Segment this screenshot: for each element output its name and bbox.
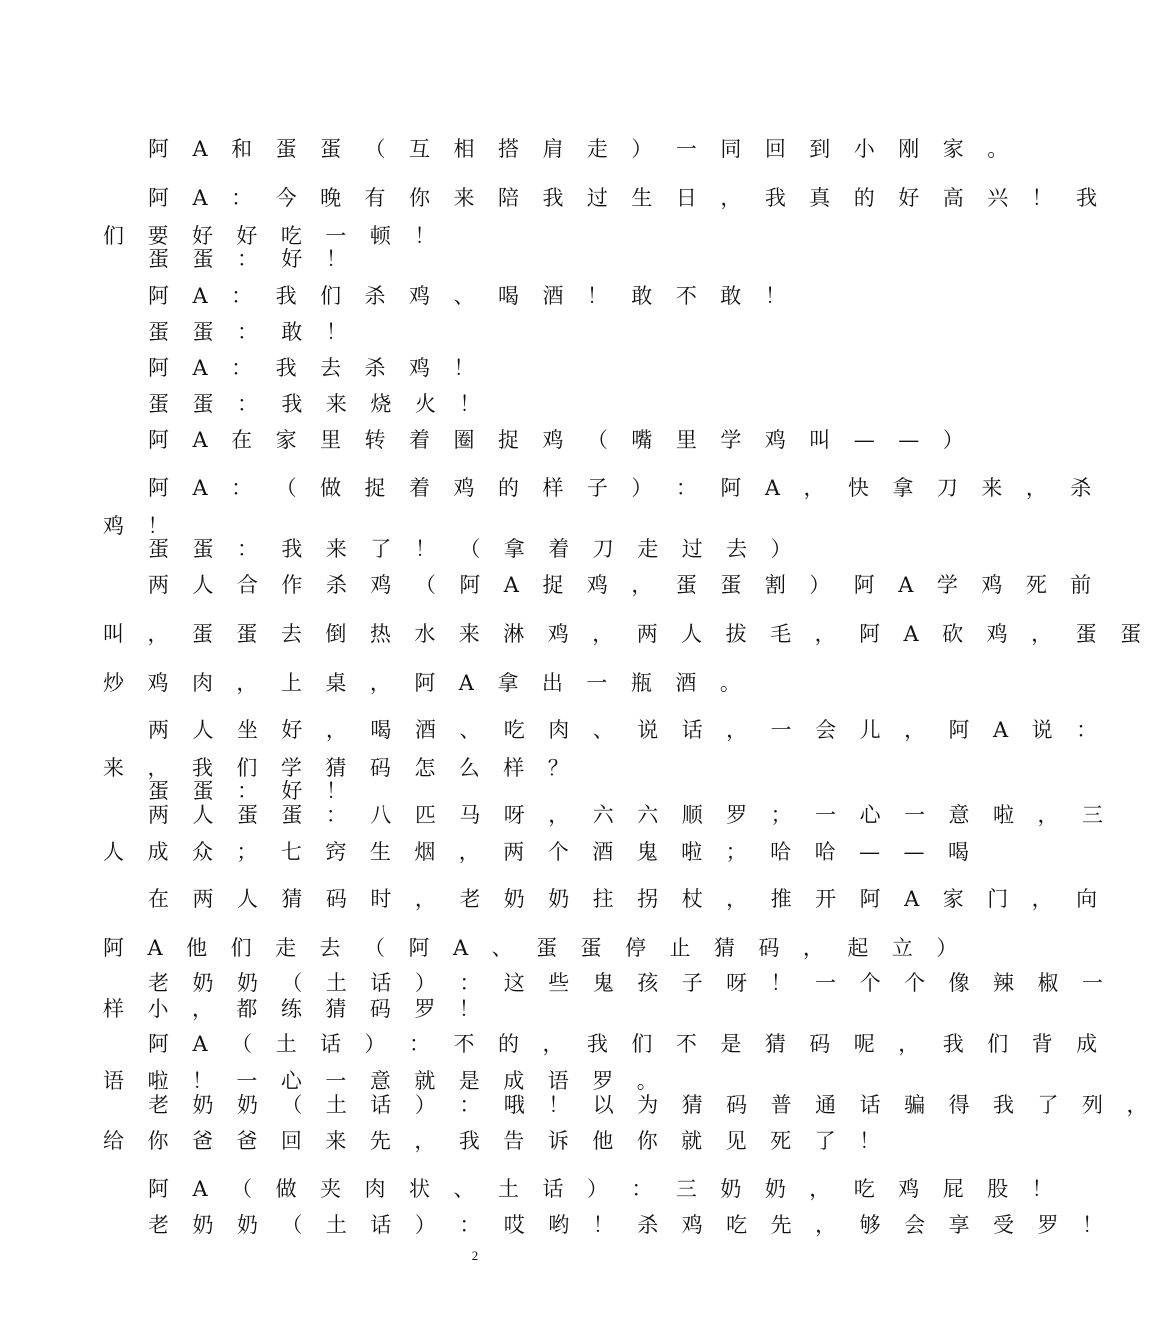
text-line: 阿 A ： 今 晚 有 你 来 陪 我 过 生 日 ， 我 真 的 好 高 兴 ！ 我 [148, 186, 1106, 210]
text-line: 老 奶 奶 （ 土 话 ） ： 哎 哟 ！ 杀 鸡 吃 先 ， 够 会 享 受 罗 ！ [148, 1213, 1112, 1237]
text-line: 两 人 蛋 蛋 ： 八 匹 马 呀 ， 六 六 顺 罗 ； 一 心 一 意 啦 ， 三 [148, 803, 1112, 827]
text-line: 人 成 众 ； 七 窍 生 烟 ， 两 个 酒 鬼 啦 ； 哈 哈 — — 喝 [103, 840, 978, 864]
text-line: 两 人 坐 好 ， 喝 酒 、 吃 肉 、 说 话 ， 一 会 儿 ， 阿 A 说 ： [148, 718, 1106, 742]
text-line: 叫 ， 蛋 蛋 去 倒 热 水 来 淋 鸡 ， 两 人 拔 毛 ， 阿 A 砍 鸡 ， 蛋 蛋 [103, 622, 1150, 646]
text-line: 老 奶 奶 （ 土 话 ） ： 哦 ！ 以 为 猜 码 普 通 话 骗 得 我 了 列 ， [148, 1093, 1156, 1117]
text-line: 炒 鸡 肉 ， 上 桌 ， 阿 A 拿 出 一 瓶 酒 。 [103, 671, 750, 695]
page-number: 2 [471, 1248, 479, 1263]
text-line: 来 ， 我 们 学 猜 码 怎 么 样 ？ [103, 756, 578, 780]
text-line: 阿 A ： 我 去 杀 鸡 ！ [148, 356, 483, 380]
text-line: 鸡 ！ [103, 514, 177, 538]
text-line: 蛋 蛋 ： 我 来 了 ！ （ 拿 着 刀 走 过 去 ） [148, 537, 801, 561]
text-line: 样 小 ， 都 练 猜 码 罗 ！ [103, 997, 489, 1021]
text-line: 阿 A 他 们 走 去 （ 阿 A 、 蛋 蛋 停 止 猜 码 ， 起 立 ） [103, 936, 966, 960]
text-line: 们 要 好 好 吃 一 顿 ！ [103, 224, 444, 248]
text-line: 阿 A ： 我 们 杀 鸡 、 喝 酒 ！ 敢 不 敢 ！ [148, 284, 795, 308]
text-line: 阿 A （ 做 夹 肉 状 、 土 话 ） ： 三 奶 奶 ， 吃 鸡 屁 股 ！ [148, 1177, 1062, 1201]
text-line: 阿 A 在 家 里 转 着 圈 捉 鸡 （ 嘴 里 学 鸡 叫 — — ） [148, 428, 973, 452]
text-line: 两 人 合 作 杀 鸡 （ 阿 A 捉 鸡 ， 蛋 蛋 割 ） 阿 A 学 鸡 死 前 [148, 573, 1100, 597]
text-line: 蛋 蛋 ： 好 ！ [148, 247, 356, 271]
text-line: 蛋 蛋 ： 好 ！ [148, 779, 356, 803]
text-line: 阿 A 和 蛋 蛋 （ 互 相 搭 肩 走 ） 一 同 回 到 小 刚 家 。 [148, 137, 1017, 161]
text-line: 语 啦 ！ 一 心 一 意 就 是 成 语 罗 。 [103, 1069, 667, 1093]
text-line: 蛋 蛋 ： 敢 ！ [148, 320, 356, 344]
text-line: 蛋 蛋 ： 我 来 烧 火 ！ [148, 392, 489, 416]
text-line: 老 奶 奶 （ 土 话 ） ： 这 些 鬼 孩 子 呀 ！ 一 个 个 像 辣 椒 一 [148, 971, 1112, 995]
text-line: 在 两 人 猜 码 时 ， 老 奶 奶 拄 拐 杖 ， 推 开 阿 A 家 门 ， 向 [148, 887, 1106, 911]
text-line: 阿 A ： （ 做 捉 着 鸡 的 样 子 ） ： 阿 A ， 快 拿 刀 来 ， 杀 [148, 476, 1100, 500]
text-line: 给 你 爸 爸 回 来 先 ， 我 告 诉 他 你 就 见 死 了 ！ [103, 1129, 889, 1153]
text-line: 阿 A （ 土 话 ） ： 不 的 ， 我 们 不 是 猜 码 呢 ， 我 们 背 成 [148, 1032, 1106, 1056]
